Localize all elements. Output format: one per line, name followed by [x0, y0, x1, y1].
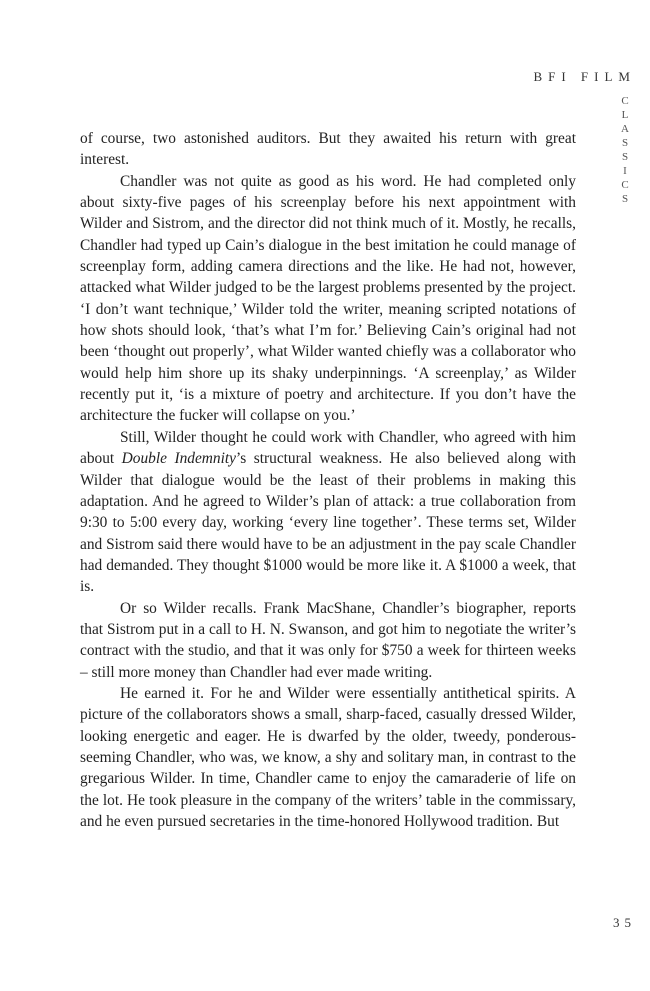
- paragraph: [80, 598, 576, 683]
- paragraph: [80, 128, 576, 171]
- paragraph-text: Chandler was not quite as good as his word. He had completed only about sixty-five pages of his screenplay before his next appointment with Wilder and Sistrom, and the director did not think much of it. Mostly, he recalls, Chandler had typed up Cain’s dialogue in the best imitation he could manage of screenplay form, adding camera directions and the like. He had not, however, attacked what Wilder judged to be the largest problems presented by the project. ‘I don’t want technique,’ Wilder told the writer, meaning scripted notations of how shots should look, ‘that’s what I’m for.’ Believing Cain’s original had not been ‘thought out properly’, what Wilder wanted chiefly was a collaborator who would help him shore up its shaky underpinnings. ‘A screenplay,’ as Wilder recently put it, ‘is a mixture of poetry and architecture. If you don’t have the architecture the fucker will collapse on you.’: [80, 172, 576, 425]
- paragraph-text: ’s structural weakness. He also believed along with Wilder that dialogue would be the least of their problems in making this adaptation. And he agreed to Wilder’s plan of attack: a true collaboration from 9:30 to 5:00 every day, working ‘every line together’. These terms set, Wilder and Sistrom said there would have to be an adjustment in the pay scale Chandler had demanded. They thought $1000 would be more like it. A $1000 a week, that is.: [80, 450, 576, 596]
- paragraph: [80, 427, 576, 598]
- paragraph: [80, 683, 576, 832]
- series-title-vertical: C L A S S I C S: [621, 95, 629, 205]
- paragraph: [80, 171, 576, 427]
- paragraph-text: He earned it. For he and Wilder were essentially antithetical spirits. A picture of the collaborators shows a small, sharp-faced, casually dressed Wilder, looking energetic and eager. He is dwarfed by the older, tweedy, ponderous-seeming Chandler, who was, we know, a shy and solitary man, in contrast to the gregarious Wilder. In time, Chandler came to enjoy the camaraderie of life on the lot. He took pleasure in the company of the writers’ table in the commissary, and he even pursued secretaries in the time-honored Hollywood tradition. But: [80, 684, 576, 830]
- paragraph-text: of course, two astonished auditors. But they awaited his return with great interest.: [80, 130, 576, 169]
- film-title-italic: Double Indemnity: [121, 450, 236, 468]
- running-head: BFI FILM: [533, 69, 636, 84]
- page-number: 35: [613, 915, 636, 930]
- paragraph-text: Or so Wilder recalls. Frank MacShane, Chandler’s biographer, reports that Sistrom put in a call to H. N. Swanson, and got him to negotiate the writer’s contract with the studio, and that it was only for $750 a week for thirteen weeks – still more money than Chandler had ever made writing.: [80, 599, 576, 681]
- body-text: [80, 128, 576, 832]
- paragraph-text: Still, Wilder thought he could work with Chandler, who agreed with him about: [80, 428, 576, 468]
